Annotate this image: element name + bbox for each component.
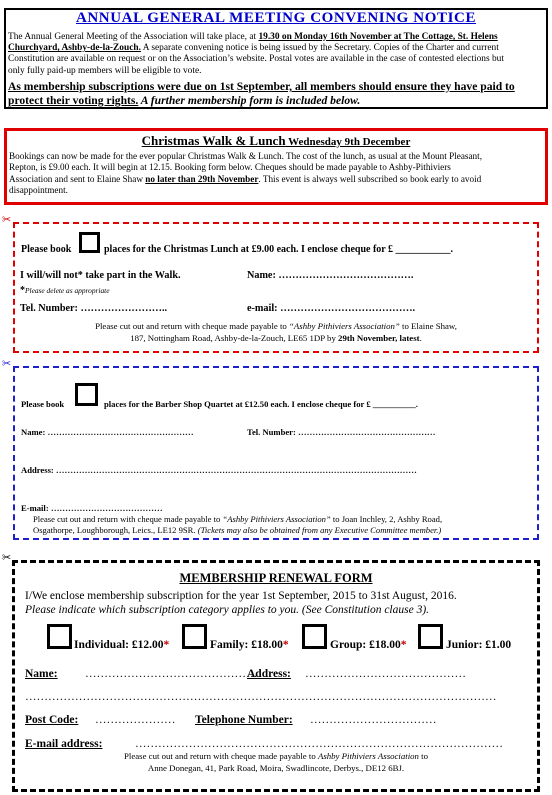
lunch-return-line1: Please cut out and return with cheque made payable to “Ashby Pithiviers Association” to Elaine Shaw, bbox=[95, 321, 457, 331]
christmas-body: Bookings can now be made for the ever popular Christmas Walk & Lunch. The cost of the lunch, as usual at the Mount Pleasant, Repton, is £9.00 each. It will begin at 12.15. Booking form below. Cheques should be made payable to Ashby-Pithiviers Association and sent to Elaine Shaw no later than 29th November. This event is always well subscribed so book early to avoid disappointment. bbox=[9, 151, 482, 195]
christmas-title: Christmas Walk & Lunch Wednesday 9th December bbox=[141, 133, 411, 148]
delete-note: *Please delete as appropriate bbox=[20, 285, 110, 296]
quartet-return-line1: Please cut out and return with cheque made payable to “Ashby Pithiviers Association” to Joan Inchley, 2, Ashby Road, bbox=[33, 514, 443, 524]
junior-category-checkbox[interactable] bbox=[418, 624, 443, 649]
quartet-name-field[interactable]: Name: …………………………………………… bbox=[21, 427, 194, 437]
membership-name-label: Name: bbox=[25, 668, 58, 680]
lunch-book-pre: Please book bbox=[21, 244, 72, 255]
membership-telephone-label: Telephone Number: bbox=[195, 714, 293, 726]
quartet-return-line2: Osgathorpe, Loughborough, Leics., LE12 9SR. (Tickets may also be obtained from any Executive Committee member.) bbox=[33, 525, 442, 535]
membership-return-line1: Please cut out and return with cheque made payable to Ashby Pithiviers Association to bbox=[124, 751, 428, 761]
group-category-label: Group: £18.00* bbox=[330, 639, 407, 651]
scissors-icon: ✂ bbox=[2, 357, 12, 370]
lunch-name-field[interactable]: Name: …………………………………. bbox=[247, 270, 414, 281]
group-category-checkbox[interactable] bbox=[302, 624, 327, 649]
agm-title: ANNUAL GENERAL MEETING CONVENING NOTICE bbox=[75, 10, 477, 26]
lunch-tel-field[interactable]: Tel. Number: …………………….. bbox=[20, 303, 168, 314]
membership-telephone-field[interactable]: …………………………… bbox=[310, 714, 437, 726]
membership-email-field[interactable]: …………………………………………………………………………………… bbox=[135, 738, 503, 750]
quartet-address-field[interactable]: Address: ……………………………………………………………………………………………………………… bbox=[21, 465, 417, 475]
membership-title: MEMBERSHIP RENEWAL FORM bbox=[179, 571, 373, 585]
quartet-email-field[interactable]: E-mail: ………………………………… bbox=[21, 503, 163, 513]
membership-name-field[interactable]: ……………………………………… bbox=[85, 668, 258, 680]
quartet-tel-field[interactable]: Tel. Number: ………………………………………… bbox=[247, 427, 436, 437]
scissors-icon: ✂ bbox=[2, 551, 12, 564]
junior-category-label: Junior: £1.00 bbox=[446, 639, 512, 651]
membership-year-line: I/We enclose membership subscription for the year 1st September, 2015 to 31st August, 2016. bbox=[25, 590, 457, 602]
quartet-quantity-checkbox[interactable] bbox=[75, 383, 98, 406]
membership-category-instruction: Please indicate which subscription category applies to you. (See Constitution clause 3). bbox=[25, 604, 430, 616]
agm-warning-line1: As membership subscriptions were due on 1st September, all members should ensure they have paid to bbox=[8, 80, 515, 93]
membership-address-field[interactable]: …………………………………… bbox=[305, 668, 466, 680]
membership-return-line2: Anne Donegan, 41, Park Road, Moira, Swadlincote, Derbys., DE12 6BJ. bbox=[147, 763, 405, 773]
family-category-label: Family: £18.00* bbox=[210, 639, 289, 651]
membership-postcode-field[interactable]: ………………… bbox=[95, 714, 176, 726]
agm-warning-line2: protect their voting rights. A further membership form is included below. bbox=[8, 94, 361, 107]
lunch-book-text: places for the Christmas Lunch at £9.00 each. I enclose cheque for £ ___________. bbox=[104, 244, 454, 255]
individual-category-checkbox[interactable] bbox=[47, 624, 72, 649]
scissors-icon: ✂ bbox=[2, 213, 12, 226]
membership-address-label: Address: bbox=[247, 668, 291, 680]
membership-address-line2[interactable]: …………………………………………………………………………………………………………… bbox=[25, 691, 497, 703]
quartet-book-pre: Please book bbox=[21, 399, 65, 409]
family-category-checkbox[interactable] bbox=[182, 624, 207, 649]
lunch-return-line2: 187, Nottingham Road, Ashby-de-la-Zouch, LE65 1DP by 29th November, latest. bbox=[130, 333, 422, 343]
quartet-book-text: places for the Barber Shop Quartet at £12.50 each. I enclose cheque for £ __________. bbox=[104, 399, 418, 409]
membership-postcode-label: Post Code: bbox=[25, 714, 79, 726]
individual-category-label: Individual: £12.00* bbox=[74, 639, 170, 651]
agm-body: The Annual General Meeting of the Association will take place, at 19.30 on Monday 16th November at The Cottage, St. Helens Churchyard, Ashby-de-la-Zouch. A separate convening notice is being issued by the Secretary. Copies of the Charter and current Constitution are available on request or on the Association’s website. Postal votes are available in the case of contested elections but only fully paid-up members will be eligible to vote. bbox=[8, 32, 504, 76]
membership-email-label: E-mail address: bbox=[25, 738, 103, 750]
lunch-email-field[interactable]: e-mail: …………………………………. bbox=[247, 303, 416, 314]
walk-option[interactable]: I will/will not* take part in the Walk. bbox=[20, 270, 181, 281]
lunch-quantity-checkbox[interactable] bbox=[79, 232, 100, 253]
